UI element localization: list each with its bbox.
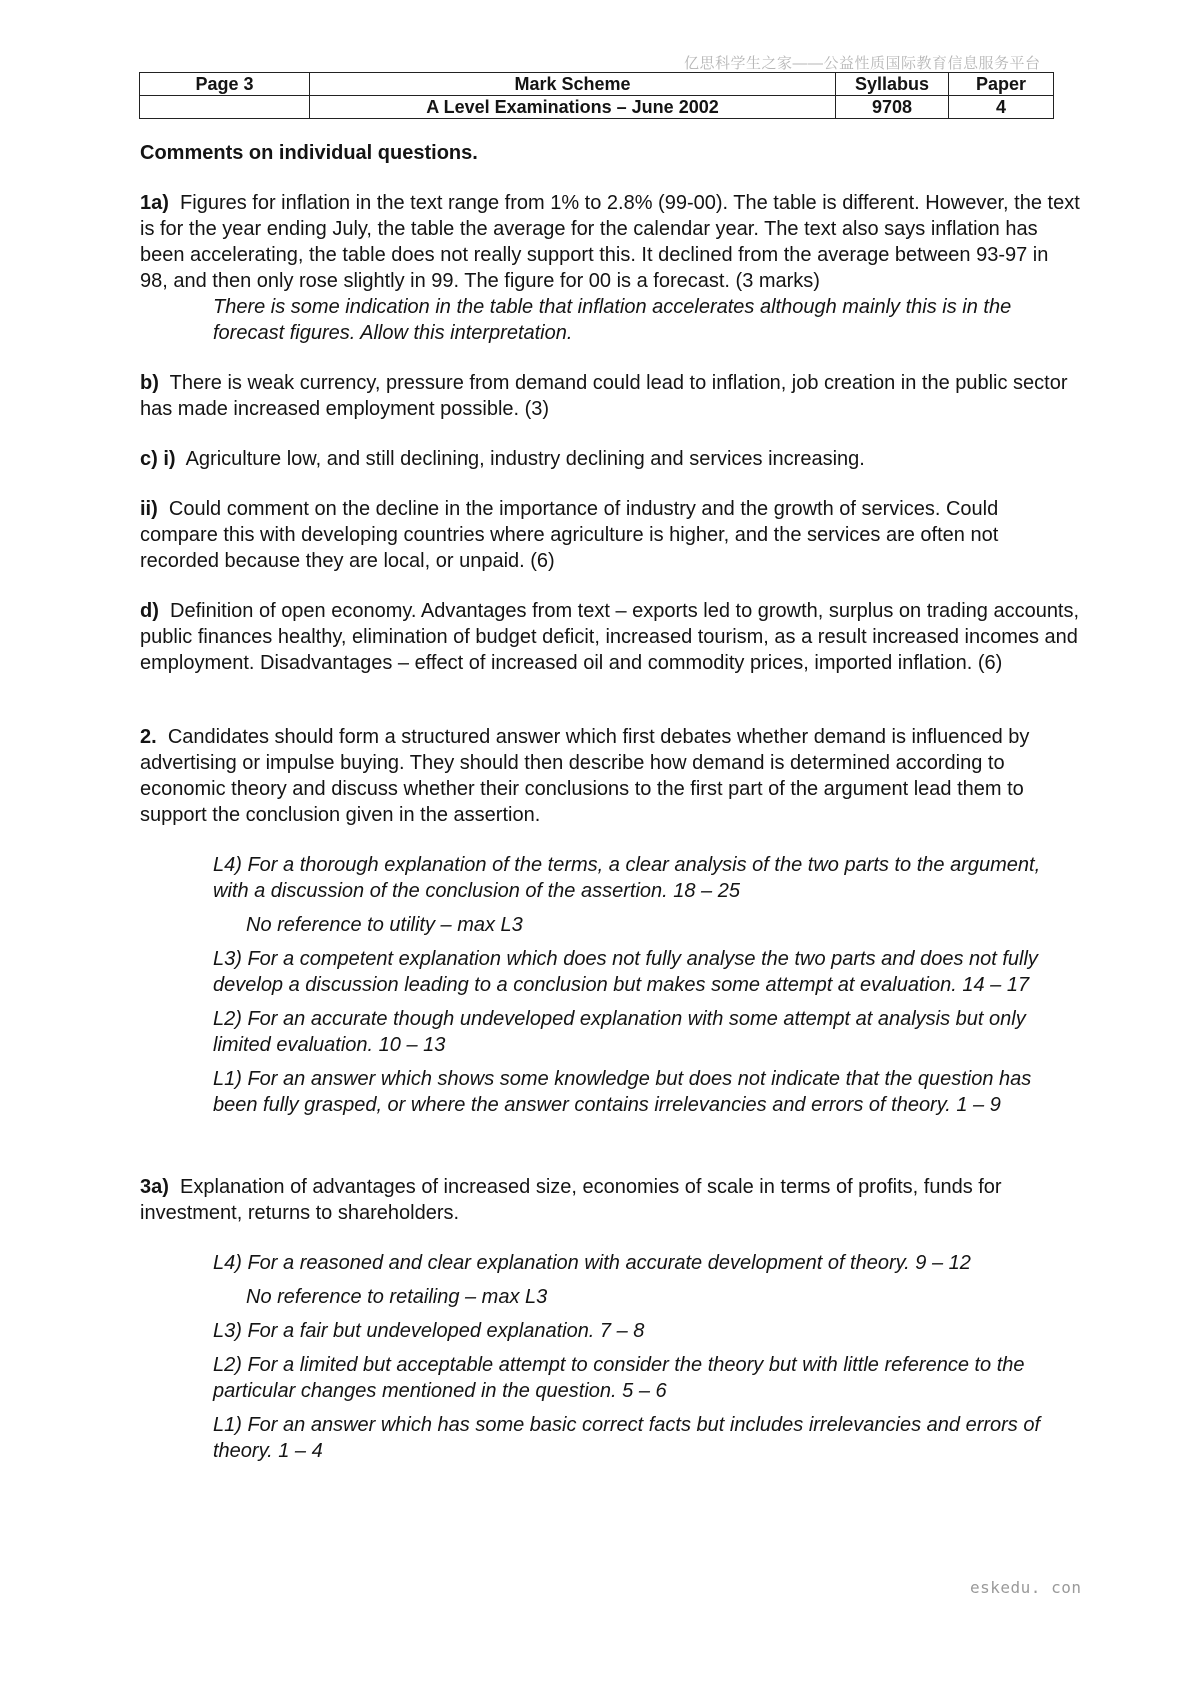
q1ci-label: c) i)	[140, 448, 176, 470]
q2-level-1: L1) For an answer which shows some knowledge but does not indicate that the question has been fully grasped, or where the answer contains irrelevancies and errors of theory. 1 – 9	[213, 1068, 1032, 1116]
q1d-label: d)	[140, 600, 159, 622]
paper-number: 4	[949, 96, 1054, 119]
q3a-paragraph	[140, 1174, 1080, 1226]
syllabus-label: Syllabus	[836, 73, 949, 96]
q2-paragraph	[140, 724, 1080, 828]
page-number: Page 3	[140, 73, 310, 96]
header-table	[139, 72, 1054, 119]
q1cii-label: ii)	[140, 498, 158, 520]
q1b-paragraph	[140, 370, 1080, 422]
q1b-label: b)	[140, 372, 159, 394]
q1a-note: There is some indication in the table that inflation accelerates although mainly this is in the forecast figures. Allow this interpretation.	[213, 296, 1012, 344]
q1d-paragraph	[140, 598, 1080, 676]
q3-level-3: L3) For a fair but undeveloped explanation. 7 – 8	[213, 1320, 645, 1342]
q1a-text: Figures for inflation in the text range from 1% to 2.8% (99-00). The table is different. However, the text is for the year ending July, the table the average for the calendar year. The text also says inflation has been accelerating, the table does not really support this. It declined from the average between 93-97 in 98, and then only rose slightly in 99. The figure for 00 is a forecast. (3 marks)	[140, 192, 1080, 292]
q1a-label: 1a)	[140, 192, 169, 214]
watermark-text: 亿思科学生之家——公益性质国际教育信息服务平台	[684, 55, 1041, 72]
q3-level-note: No reference to retailing – max L3	[246, 1286, 548, 1308]
q1cii-paragraph	[140, 496, 1080, 574]
header-row-2	[140, 96, 1054, 119]
footer-site: eskedu. con	[970, 1578, 1082, 1597]
q1cii-text: Could comment on the decline in the importance of industry and the growth of services. Could compare this with developing countries where agriculture is higher, and the services are often not recorded because they are local, or unpaid. (6)	[140, 498, 999, 572]
q3-level-4: L4) For a reasoned and clear explanation with accurate development of theory. 9 – 12	[213, 1252, 971, 1274]
document-title: Mark Scheme	[310, 73, 836, 96]
header-row-1	[140, 73, 1054, 96]
q2-level-3: L3) For a competent explanation which does not fully analyse the two parts and does not fully develop a discussion leading to a conclusion but makes some attempt at evaluation. 14 – 17	[213, 948, 1038, 996]
q2-level-note: No reference to utility – max L3	[246, 914, 523, 936]
q1a-paragraph	[140, 190, 1080, 294]
q1ci-paragraph	[140, 446, 1080, 472]
q3a-label: 3a)	[140, 1176, 169, 1198]
document-body	[140, 140, 1080, 1472]
page-blank-cell	[140, 96, 310, 119]
q2-text: Candidates should form a structured answer which first debates whether demand is influenced by advertising or impulse buying. They should then describe how demand is determined according to economic theory and discuss whether their conclusions to the first part of the argument lead them to support the conclusion given in the assertion.	[140, 726, 1030, 826]
section-heading: Comments on individual questions.	[140, 142, 478, 164]
q1d-text: Definition of open economy. Advantages from text – exports led to growth, surplus on trading accounts, public finances healthy, elimination of budget deficit, increased tourism, as a result increased incomes and employment. Disadvantages – effect of increased oil and commodity prices, imported inflation. (6)	[140, 600, 1080, 674]
q2-level-2: L2) For an accurate though undeveloped explanation with some attempt at analysis but only limited evaluation. 10 – 13	[213, 1008, 1026, 1056]
q3a-text: Explanation of advantages of increased size, economies of scale in terms of profits, funds for investment, returns to shareholders.	[140, 1176, 1002, 1224]
q1ci-text: Agriculture low, and still declining, industry declining and services increasing.	[185, 448, 865, 470]
exam-name: A Level Examinations – June 2002	[310, 96, 836, 119]
syllabus-code: 9708	[836, 96, 949, 119]
q1b-text: There is weak currency, pressure from demand could lead to inflation, job creation in the public sector has made increased employment possible. (3)	[140, 372, 1068, 420]
paper-label: Paper	[949, 73, 1054, 96]
q2-label: 2.	[140, 726, 157, 748]
q3-level-1: L1) For an answer which has some basic correct facts but includes irrelevancies and errors of theory. 1 – 4	[213, 1414, 1041, 1462]
q2-level-4: L4) For a thorough explanation of the terms, a clear analysis of the two parts to the argument, with a discussion of the conclusion of the assertion. 18 – 25	[213, 854, 1041, 902]
q3-level-2: L2) For a limited but acceptable attempt to consider the theory but with little reference to the particular changes mentioned in the question. 5 – 6	[213, 1354, 1025, 1402]
